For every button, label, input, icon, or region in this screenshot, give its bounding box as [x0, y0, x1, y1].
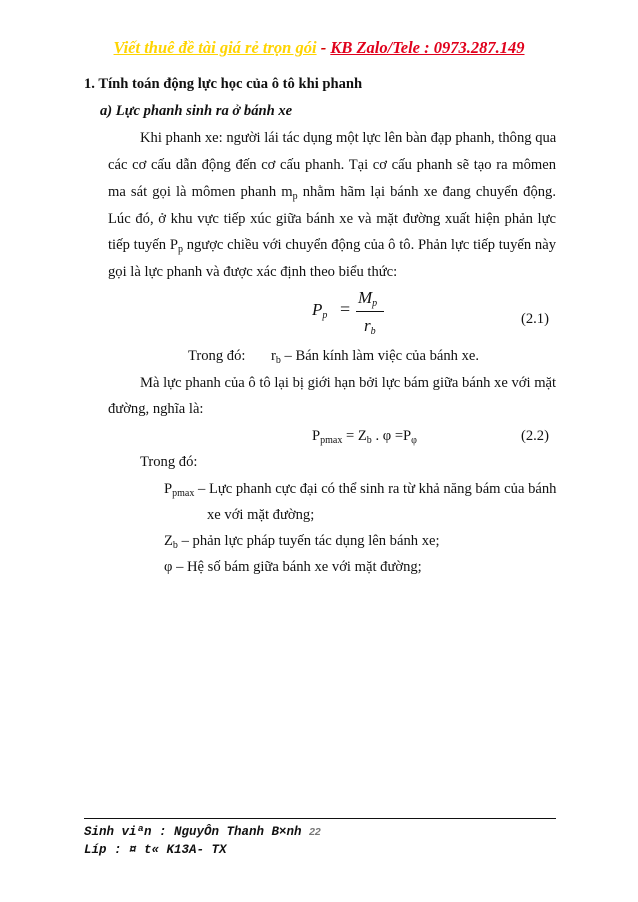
- para1-line5-a: tiếp tuyến P: [108, 237, 178, 253]
- eq1-denominator: [364, 316, 376, 336]
- eq1-numerator-symbol: M: [358, 288, 373, 307]
- where2-item2-sub: b: [172, 540, 178, 551]
- para1-line5: [108, 238, 556, 253]
- where2-item3: φ – Hệ số bám giữa bánh xe với mặt đường;: [164, 559, 422, 575]
- para1-line3-a: ma sát gọi là mômen phanh m: [108, 184, 293, 200]
- para1-line5-b: ngược chiều với chuyển động của ô tô. Phản lực tiếp tuyến này: [182, 237, 556, 253]
- para2-line2: đường, nghĩa là:: [108, 401, 204, 417]
- where2-item2: [164, 534, 440, 549]
- para1-line4: Lúc đó, ở khu vực tiếp xúc giữa bánh xe và mặt đường xuất hiện phản lực: [108, 211, 556, 227]
- eq2-z-sub: b: [366, 435, 372, 446]
- para1-line6: gọi là lực phanh và được xác định theo biểu thức:: [108, 264, 398, 280]
- eq1-fraction-bar: [356, 311, 384, 312]
- eq1-equals: =: [340, 299, 351, 319]
- eq2-tail: . φ =P: [371, 428, 412, 444]
- footer-rule: [84, 818, 556, 819]
- equation-2-2: [312, 429, 417, 444]
- where2-item1-sub: pmax: [172, 488, 195, 499]
- eq2-mid: = Z: [342, 428, 367, 444]
- eq1-denominator-sub: b: [370, 326, 376, 337]
- section-heading: 1. Tính toán động lực học của ô tô khi phanh: [84, 76, 363, 92]
- para1-line5-sub: p: [177, 244, 183, 255]
- para1-line3-sub: p: [292, 191, 298, 202]
- eq1-denominator-symbol: r: [364, 316, 371, 335]
- equation-2-1: [300, 284, 390, 344]
- header-separator: -: [316, 38, 331, 57]
- para1-line3: [108, 185, 556, 200]
- eq2-number: (2.2): [521, 428, 549, 444]
- footer-student: [84, 825, 321, 839]
- eq2-p-sub: pmax: [320, 435, 343, 446]
- para1-line2: các cơ cấu dẫn động đến cơ cấu phanh. Tại cơ cấu phanh sẽ tạo ra mômen: [108, 157, 556, 173]
- para1-line3-b: nhằm hãm lại bánh xe đang chuyển động.: [297, 184, 556, 200]
- where2-item1-cont: xe với mặt đường;: [207, 507, 315, 523]
- header-link-service[interactable]: Viết thuê đề tài giá rẻ trọn gói: [113, 38, 317, 57]
- footer-student-text: Sinh viªn : NguyÔn Thanh B×nh: [84, 825, 302, 839]
- where1-label: Trong đó:: [188, 348, 246, 364]
- page-number: 22: [309, 826, 321, 838]
- eq1-numerator: [358, 288, 377, 308]
- para1-line1: Khi phanh xe: người lái tác dụng một lực lên bàn đạp phanh, thông qua: [140, 130, 557, 146]
- para2-line1: Mà lực phanh của ô tô lại bị giới hạn bởi lực bám giữa bánh xe với mặt: [140, 375, 557, 391]
- where2-item2-symbol: Z: [164, 533, 173, 549]
- where1-symbol-sub: b: [275, 355, 281, 366]
- where2-item1: [164, 482, 556, 497]
- subheading: [100, 104, 292, 119]
- eq1-lhs-symbol: P: [312, 300, 323, 319]
- where1-text: – Bán kính làm việc của bánh xe.: [280, 348, 480, 364]
- eq2-tail-sub: φ: [411, 435, 417, 446]
- header-link-contact[interactable]: KB Zalo/Tele : 0973.287.149: [330, 38, 525, 57]
- where1-definition: [271, 349, 479, 364]
- eq1-lhs: [312, 300, 327, 320]
- subheading-text: a) Lực phanh sinh ra ở bánh xe: [100, 103, 293, 119]
- eq1-numerator-sub: p: [372, 298, 378, 309]
- eq1-lhs-sub: p: [322, 310, 328, 321]
- footer-class: Líp : ¤ t« K13A- TX: [84, 843, 227, 857]
- where2-label: Trong đó:: [140, 454, 198, 470]
- header-banner: [0, 38, 638, 58]
- where1-symbol: r: [271, 348, 276, 364]
- eq2-p: P: [312, 428, 321, 444]
- where2-item1-text: – Lực phanh cực đại có thể sinh ra từ khả năng bám của bánh: [194, 481, 557, 497]
- where2-item1-symbol: P: [164, 481, 173, 497]
- eq1-number: (2.1): [521, 311, 549, 327]
- where2-item2-text: – phản lực pháp tuyến tác dụng lên bánh xe;: [177, 533, 440, 549]
